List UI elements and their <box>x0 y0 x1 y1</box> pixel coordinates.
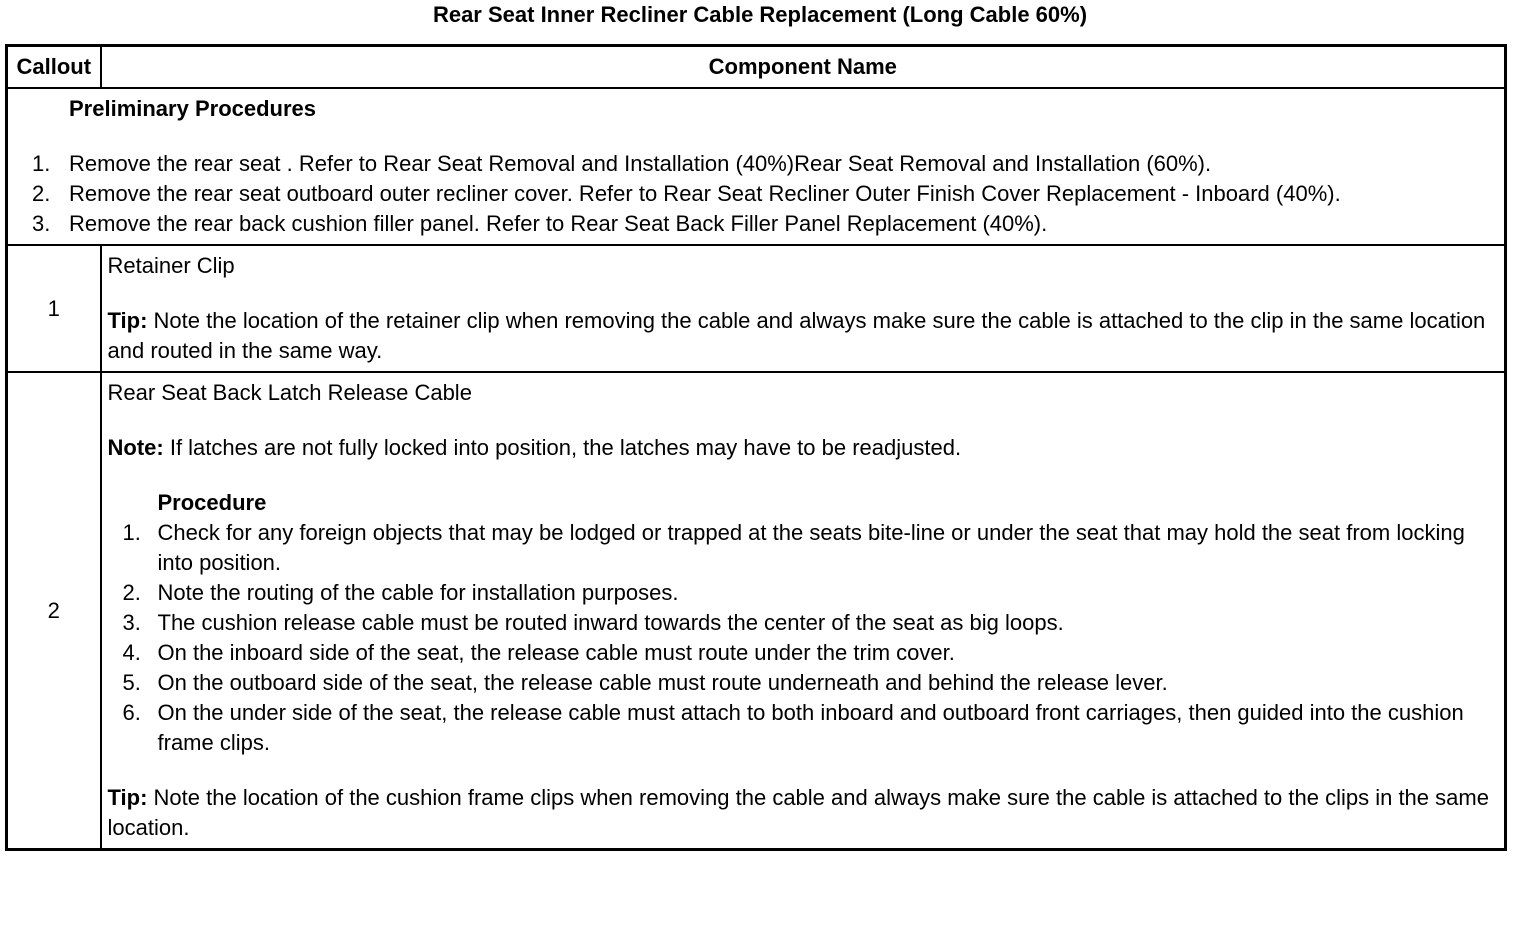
step-number: 2. <box>32 181 51 206</box>
component-name: Rear Seat Back Latch Release Cable <box>107 380 472 405</box>
tip-label: Tip: <box>107 785 148 810</box>
preliminary-cell <box>7 88 1506 245</box>
step-text: Remove the rear seat outboard outer recliner cover. Refer to Rear Seat Recliner Outer Finish Cover Replacement - Inboard (40%). <box>69 181 1341 206</box>
list-item <box>108 608 1499 638</box>
list-item <box>14 149 1498 179</box>
component-cell <box>101 372 1506 850</box>
table-header-row <box>7 46 1506 89</box>
step-text: The cushion release cable must be routed inward towards the center of the seat as big loops. <box>157 610 1064 635</box>
step-number: 1. <box>32 151 51 176</box>
step-text: Check for any foreign objects that may be lodged or trapped at the seats bite-line or under the seat that may hold the seat from locking into position. <box>157 520 1465 575</box>
callout-column-header: Callout <box>7 46 101 89</box>
step-text: On the inboard side of the seat, the release cable must route under the trim cover. <box>157 640 955 665</box>
list-item <box>108 668 1499 698</box>
procedure-table <box>5 44 1507 851</box>
note-text: If latches are not fully locked into position, the latches may have to be readjusted. <box>163 435 962 460</box>
preliminary-row <box>7 88 1506 245</box>
step-number: 5. <box>122 670 141 695</box>
tip-text: Note the location of the cushion frame clips when removing the cable and always make sure the cable is attached to the clips in the same location. <box>107 785 1489 840</box>
list-item <box>108 698 1499 758</box>
procedure-steps <box>108 518 1499 758</box>
step-number: 2. <box>122 580 141 605</box>
step-text: Note the routing of the cable for installation purposes. <box>157 580 679 605</box>
document-title: Rear Seat Inner Recliner Cable Replacement (Long Cable 60%) <box>432 2 1088 27</box>
tip-paragraph <box>108 306 1499 366</box>
callout-number: 1 <box>7 245 101 372</box>
step-number: 1. <box>122 520 141 545</box>
procedure-heading: Procedure <box>157 490 267 515</box>
callout-number: 2 <box>7 372 101 850</box>
table-row <box>7 245 1506 372</box>
tip-paragraph <box>108 783 1499 843</box>
list-item <box>108 638 1499 668</box>
note-label: Note: <box>107 435 164 460</box>
step-number: 3. <box>122 610 141 635</box>
component-cell <box>101 245 1506 372</box>
step-text: Remove the rear seat . Refer to Rear Seat Removal and Installation (40%)Rear Seat Removal and Installation (60%). <box>69 151 1212 176</box>
list-item <box>108 578 1499 608</box>
tip-text: Note the location of the retainer clip when removing the cable and always make sure the cable is attached to the clip in the same location and routed in the same way. <box>107 308 1486 363</box>
step-text: Remove the rear back cushion filler panel. Refer to Rear Seat Back Filler Panel Replacement (40%). <box>69 211 1048 236</box>
step-text: On the under side of the seat, the release cable must attach to both inboard and outboard front carriages, then guided into the cushion frame clips. <box>157 700 1464 755</box>
preliminary-steps <box>14 149 1498 239</box>
table-row <box>7 372 1506 850</box>
component-name: Retainer Clip <box>107 253 235 278</box>
preliminary-heading: Preliminary Procedures <box>69 96 317 121</box>
list-item <box>14 209 1498 239</box>
list-item <box>108 518 1499 578</box>
step-text: On the outboard side of the seat, the release cable must route underneath and behind the release lever. <box>157 670 1168 695</box>
step-number: 4. <box>122 640 141 665</box>
note-paragraph <box>108 433 1499 463</box>
step-number: 6. <box>122 700 141 725</box>
step-number: 3. <box>32 211 51 236</box>
component-name-column-header: Component Name <box>101 46 1506 89</box>
tip-label: Tip: <box>107 308 148 333</box>
list-item <box>14 179 1498 209</box>
